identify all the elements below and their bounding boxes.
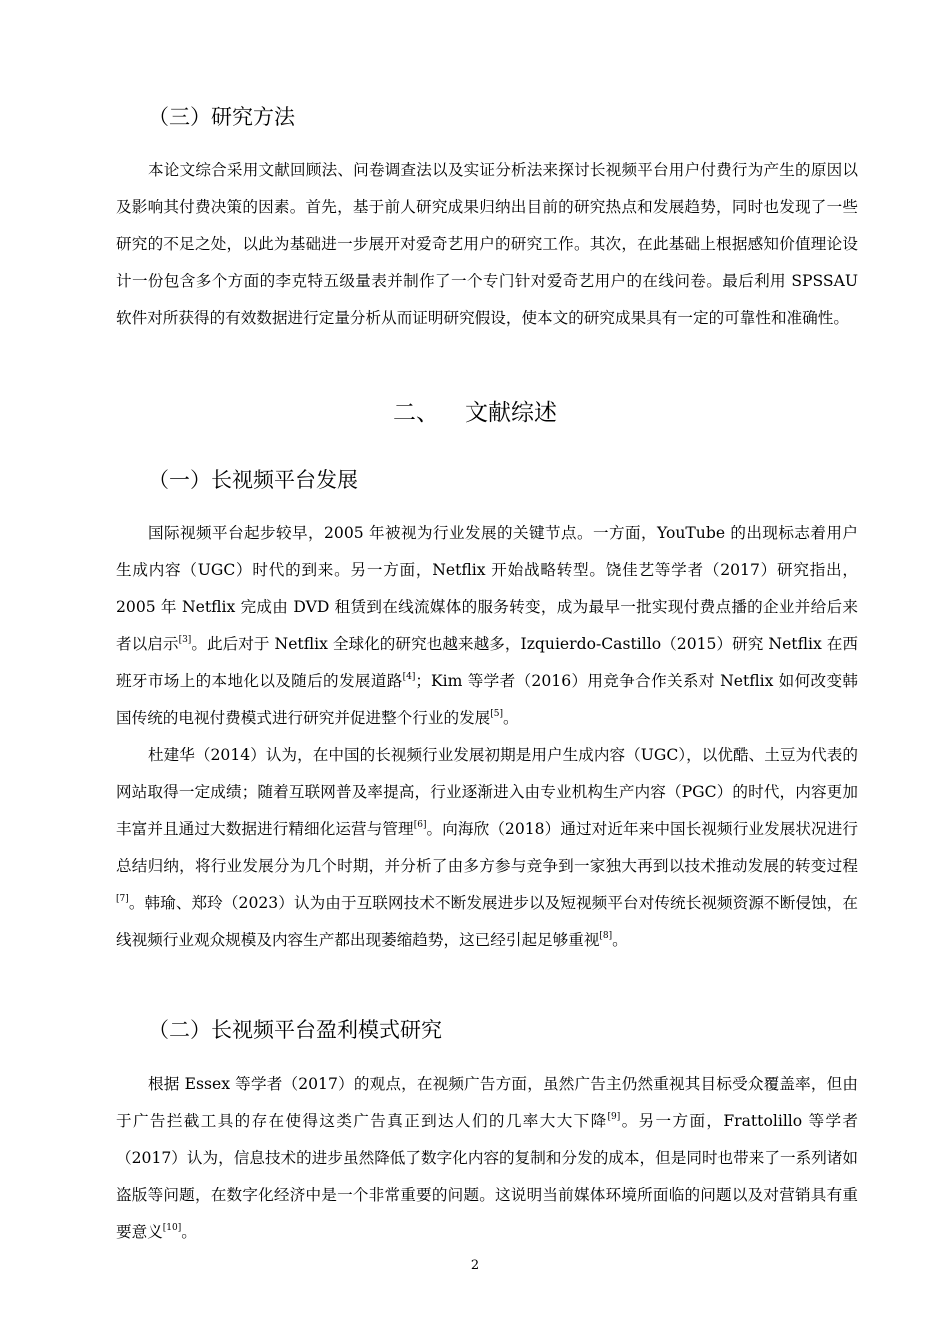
paragraph-research-methods: 本论文综合采用文献回顾法、问卷调查法以及实证分析法来探讨长视频平台用户付费行为产生的原因以及影响其付费决策的因素。首先，基于前人研究成果归纳出目前的研究热点和发展趋势，同时也发现了一些研究的不足之处，以此为基础进一步展开对爱奇艺用户的研究工作。其次，在此基础上根据感知价值理论设计一份包含多个方面的李克特五级量表并制作了一个专门针对爱奇艺用户的在线问卷。最后利用 SPSSAU 软件对所获得的有效数据进行定量分析从而证明研究假设，使本文的研究成果具有一定的可靠性和准确性。 [116,161,858,327]
citation-ref: [8] [599,931,613,941]
text-run: 。向海欣（2018）通过对近年来中国长视频行业发展状况进行总结归纳，将行业发展分为几个时期，并分析了由多方参与竞争到一家独大再到以技术推动发展的转变过程 [116,820,858,875]
citation-ref: [4] [402,672,416,682]
chapter-title: 文献综述 [465,400,557,426]
text-run: 根据 Essex 等学者（2017）的观点，在视频广告方面，虽然广告主仍然重视其目标受众覆盖率，但由于广告拦截工具的存在使得这类广告真正到达人们的几率大大下降 [116,1075,858,1130]
paragraph-profit-model [116,1066,858,1251]
paragraph-china-platforms [116,737,858,959]
citation-ref: [10] [162,1223,182,1233]
text-run: 。另一方面，Frattolillo 等学者（2017）认为，信息技术的进步虽然降低了数字化内容的复制和分发的成本，但是同时也带来了一系列诸如盗版等问题，在数字化经济中是一个非常重要的问题。这说明当前媒体环境所面临的问题以及对营销具有重要意义 [116,1112,858,1241]
page-number: 2 [470,1258,480,1273]
paragraph-international-platforms [116,515,858,737]
section-heading-profit-model: （二）长视频平台盈利模式研究 [148,1018,442,1042]
text-run: 杜建华（2014）认为，在中国的长视频行业发展初期是用户生成内容（UGC），以优酷、土豆为代表的网站取得一定成绩；随着互联网普及率提高，行业逐渐进入由专业机构生产内容（PGC）的时代，内容更加丰富并且通过大数据进行精细化运营与管理 [116,746,858,838]
citation-ref: [9] [607,1112,621,1122]
section-heading-platform-development: （一）长视频平台发展 [148,468,358,492]
citation-ref: [5] [490,709,504,719]
text-run: 。韩瑜、郑玲（2023）认为由于互联网技术不断发展进步以及短视频平台对传统长视频资源不断侵蚀，在线视频行业观众规模及内容生产都出现萎缩趋势，这已经引起足够重视 [116,894,858,949]
citation-ref: [7] [116,894,129,904]
text-run: 。此后对于 Netflix 全球化的研究也越来越多，Izquierdo-Castillo（2015）研究 Netflix 在西班牙市场上的本地化以及随后的发展道路 [116,635,858,690]
text-run: 。 [181,1223,197,1241]
text-run: ；Kim 等学者（2016）用竞争合作关系对 Netflix 如何改变韩国传统的电视付费模式进行研究并促进整个行业的发展 [116,672,858,727]
section-heading-research-methods: （三）研究方法 [148,105,295,129]
text-run: 。 [503,709,519,727]
citation-ref: [3] [178,635,192,645]
text-run: 。 [612,931,628,949]
chapter-heading-literature-review [0,398,950,428]
text-run: 国际视频平台起步较早，2005 年被视为行业发展的关键节点。一方面，YouTube 的出现标志着用户生成内容（UGC）时代的到来。另一方面，Netflix 开始战略转型。饶佳艺等学者（2017）研究指出，2005 年 Netflix 完成由 DVD 租赁到在线流媒体的服务转变，成为最早一批实现付费点播的企业并给后来者以启示 [116,524,858,653]
chapter-number: 二、 [393,400,439,426]
citation-ref: [6] [413,820,427,830]
